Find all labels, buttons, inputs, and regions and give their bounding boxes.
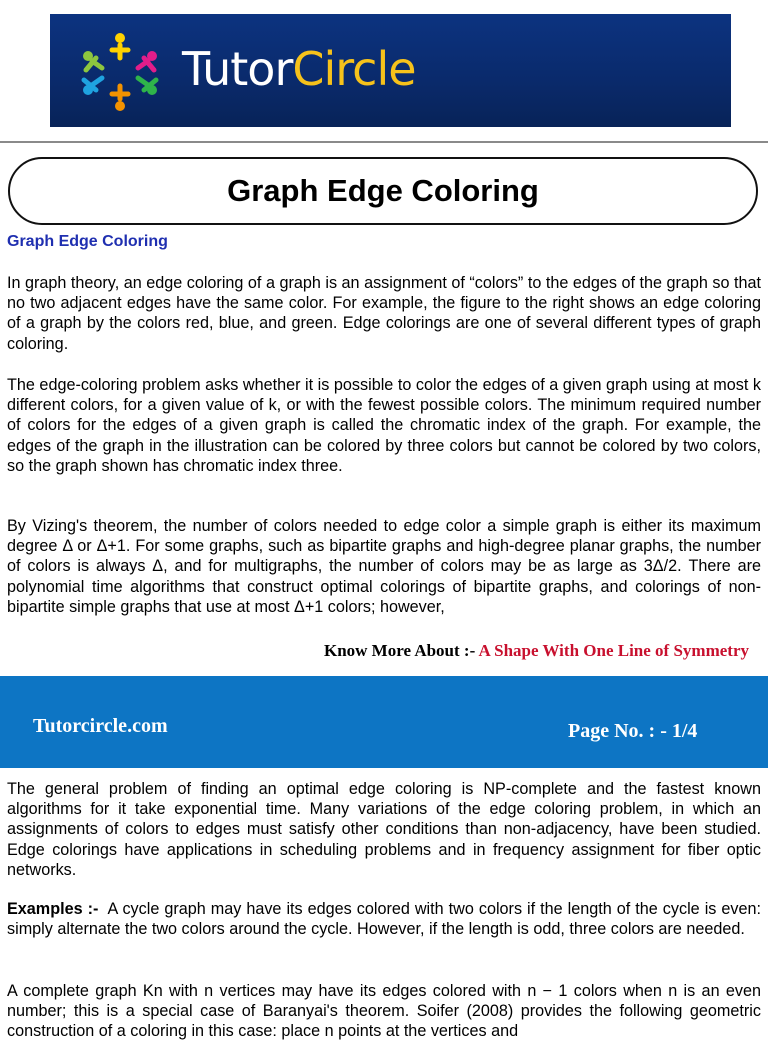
- header-banner: [50, 14, 731, 127]
- footer-page-number: Page No. : - 1/4: [568, 720, 698, 742]
- paragraph-1: [7, 273, 761, 354]
- examples-label: Examples :-: [7, 900, 99, 918]
- section-heading: Graph Edge Coloring: [7, 233, 168, 250]
- brand-name-part1: Tutor: [182, 42, 293, 96]
- paragraph-5: [7, 899, 761, 939]
- brand-name-part2: Circle: [292, 42, 416, 96]
- paragraph-4: [7, 779, 761, 880]
- footer-site[interactable]: Tutorcircle.com: [33, 715, 168, 737]
- know-more-line: [324, 641, 749, 661]
- paragraph-6-text: A complete graph Kn with n vertices may have its edges colored with n − 1 colors when n is an even number; this is a special case of Baranyai's theorem. Soifer (2008) provides the following geometric construction of a coloring in this case: place n points at the vertices and: [7, 982, 761, 1041]
- know-more-label: Know More About :-: [323, 641, 476, 660]
- examples-text: A cycle graph may have its edges colored with two colors if the length of the cycle is even: simply alternate the two colors around the cycle. However, if the length is odd, three colors are needed.: [7, 900, 761, 939]
- paragraph-5-text: [7, 899, 761, 939]
- paragraph-3-text: By Vizing's theorem, the number of colors needed to edge color a simple graph is either its maximum degree Δ or Δ+1. For some graphs, such as bipartite graphs and high-degree planar graphs, the number of colors is always Δ, and for multigraphs, the number of colors may be as large as 3Δ/2. There are polynomial time algorithms that construct optimal colorings of bipartite graphs, and colorings of non-bipartite simple graphs that use at most Δ+1 colors; however,: [7, 517, 761, 616]
- paragraph-6: [7, 981, 761, 1042]
- paragraph-4-text: The general problem of finding an optimal edge coloring is NP-complete and the fastest known algorithms for it take exponential time. Many variations of the edge coloring problem, in which an assignments of colors to edges must satisfy other conditions than non-adjacency, have been studied. Edge colorings have applications in scheduling problems and in frequency assignment for fiber optic networks.: [7, 780, 761, 879]
- page-footer: [0, 676, 768, 768]
- people-circle-logo-icon: [70, 28, 170, 114]
- page-title: Graph Edge Coloring: [227, 173, 539, 208]
- know-more-link[interactable]: A Shape With One Line of Symmetry: [478, 641, 749, 660]
- paragraph-2: [7, 375, 761, 476]
- paragraph-3: [7, 516, 761, 617]
- paragraph-2-text: The edge-coloring problem asks whether it is possible to color the edges of a given graph using at most k different colors, for a given value of k, or with the fewest possible colors. The minimum required number of colors for the edges of a given graph is called the chromatic index of the graph. For example, the edges of the graph in the illustration can be colored by three colors but cannot be colored by two colors, so the graph shown has chromatic index three.: [7, 376, 761, 475]
- paragraph-1-text: In graph theory, an edge coloring of a graph is an assignment of “colors” to the edges of the graph so that no two adjacent edges have the same color. For example, the figure to the right shows an edge coloring of a graph by the colors red, blue, and green. Edge colorings are one of several different types of graph coloring.: [7, 274, 761, 353]
- title-box: [8, 157, 758, 225]
- header-divider: [0, 141, 768, 143]
- brand-logo: [182, 42, 416, 96]
